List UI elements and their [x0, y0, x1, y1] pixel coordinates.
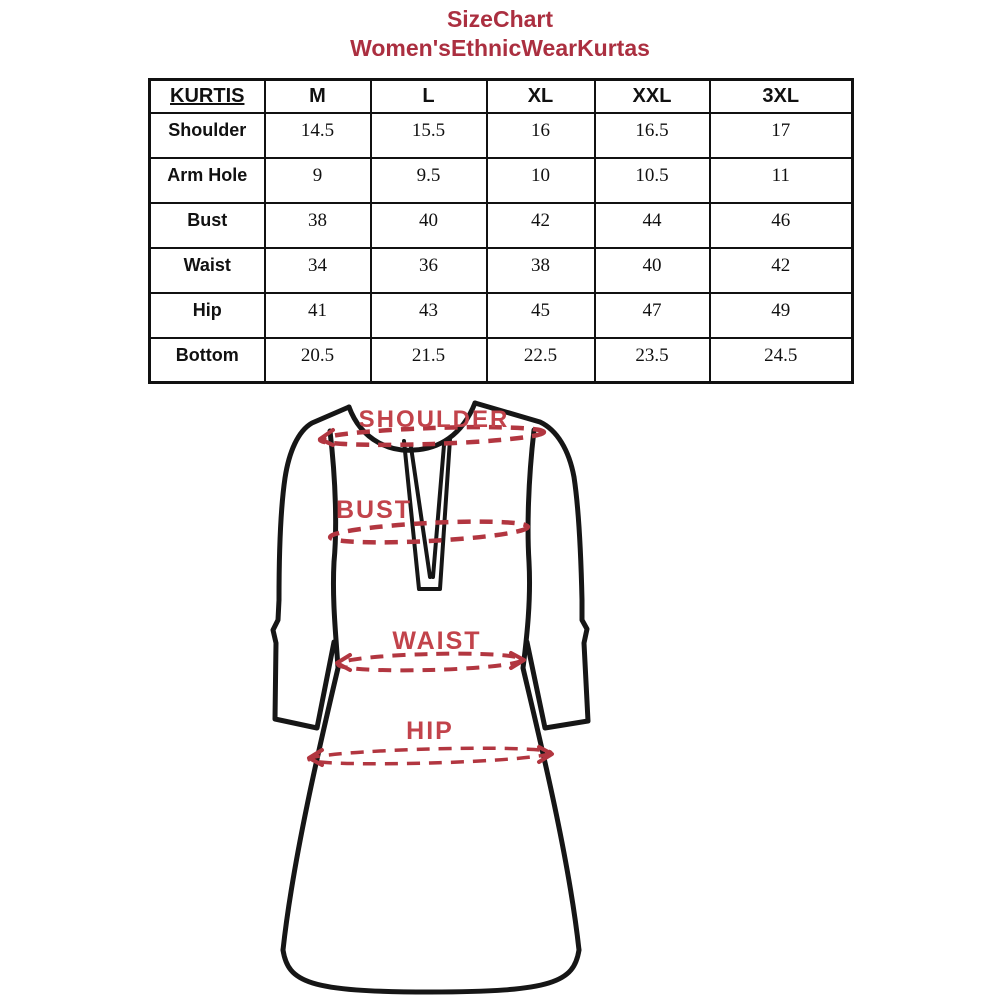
hip-measure-ellipse [309, 746, 551, 767]
cell-value: 10.5 [595, 158, 710, 203]
waist-arrow-left [337, 655, 350, 670]
cell-value: 17 [710, 113, 853, 158]
shoulder-measure-ellipse [320, 424, 544, 448]
cell-value: 16 [487, 113, 595, 158]
cell-value: 46 [710, 203, 853, 248]
cell-value: 41 [265, 293, 371, 338]
cell-value: 38 [265, 203, 371, 248]
page-subtitle: Women'sEthnicWearKurtas [350, 35, 650, 61]
hip-arrow-left [309, 750, 322, 765]
cell-value: 20.5 [265, 338, 371, 383]
bust-measure-ellipse [330, 518, 529, 546]
table-row-shoulder [150, 113, 853, 158]
cell-value: 23.5 [595, 338, 710, 383]
bust-label: BUST [335, 496, 413, 524]
column-header-m: M [265, 80, 371, 113]
cell-value: 21.5 [371, 338, 487, 383]
table-row-bottom [150, 338, 853, 383]
cell-value: 24.5 [710, 338, 853, 383]
cell-value: 9.5 [371, 158, 487, 203]
cell-value: 44 [595, 203, 710, 248]
row-label: Bust [150, 203, 265, 248]
cell-value: 15.5 [371, 113, 487, 158]
neck-placket-path [404, 439, 450, 589]
waist-arrow-right [511, 653, 524, 668]
cell-value: 14.5 [265, 113, 371, 158]
cell-value: 45 [487, 293, 595, 338]
row-label: Hip [150, 293, 265, 338]
neckline-path [349, 403, 475, 450]
cell-value: 34 [265, 248, 371, 293]
cell-value: 42 [487, 203, 595, 248]
table-row-armhole [150, 158, 853, 203]
left-side-seam-path [283, 431, 338, 950]
cell-value: 11 [710, 158, 853, 203]
shoulder-arrow-left [320, 430, 333, 445]
cell-value: 22.5 [487, 338, 595, 383]
column-header-xxl: XXL [595, 80, 710, 113]
cell-value: 10 [487, 158, 595, 203]
cell-value: 40 [595, 248, 710, 293]
right-side-seam-path [523, 430, 579, 950]
cell-value: 38 [487, 248, 595, 293]
table-row-bust [150, 203, 853, 248]
cell-value: 16.5 [595, 113, 710, 158]
cell-value: 47 [595, 293, 710, 338]
hip-arrow-right [539, 747, 552, 762]
hem-path [283, 950, 579, 992]
right-sleeve-path [475, 403, 588, 728]
column-header-xl: XL [487, 80, 595, 113]
cell-value: 40 [371, 203, 487, 248]
table-header-row [150, 80, 853, 113]
column-header-l: L [371, 80, 487, 113]
hip-label: HIP [406, 717, 454, 745]
row-label: Waist [150, 248, 265, 293]
table-row-waist [150, 248, 853, 293]
column-header-kurtis: KURTIS [150, 80, 265, 113]
shoulder-label: SHOULDER [358, 406, 510, 433]
page-title: SizeChart [446, 6, 554, 32]
row-label: Bottom [150, 338, 265, 383]
waist-label: WAIST [392, 627, 482, 655]
title-block [0, 5, 1000, 63]
size-table [148, 78, 854, 384]
cell-value: 49 [710, 293, 853, 338]
left-sleeve-path [273, 407, 349, 728]
waist-measure-ellipse [338, 652, 522, 673]
row-label: Shoulder [150, 113, 265, 158]
row-label: Arm Hole [150, 158, 265, 203]
cell-value: 36 [371, 248, 487, 293]
column-header-3xl: 3XL [710, 80, 853, 113]
cell-value: 9 [265, 158, 371, 203]
table-row-hip [150, 293, 853, 338]
cell-value: 42 [710, 248, 853, 293]
cell-value: 43 [371, 293, 487, 338]
